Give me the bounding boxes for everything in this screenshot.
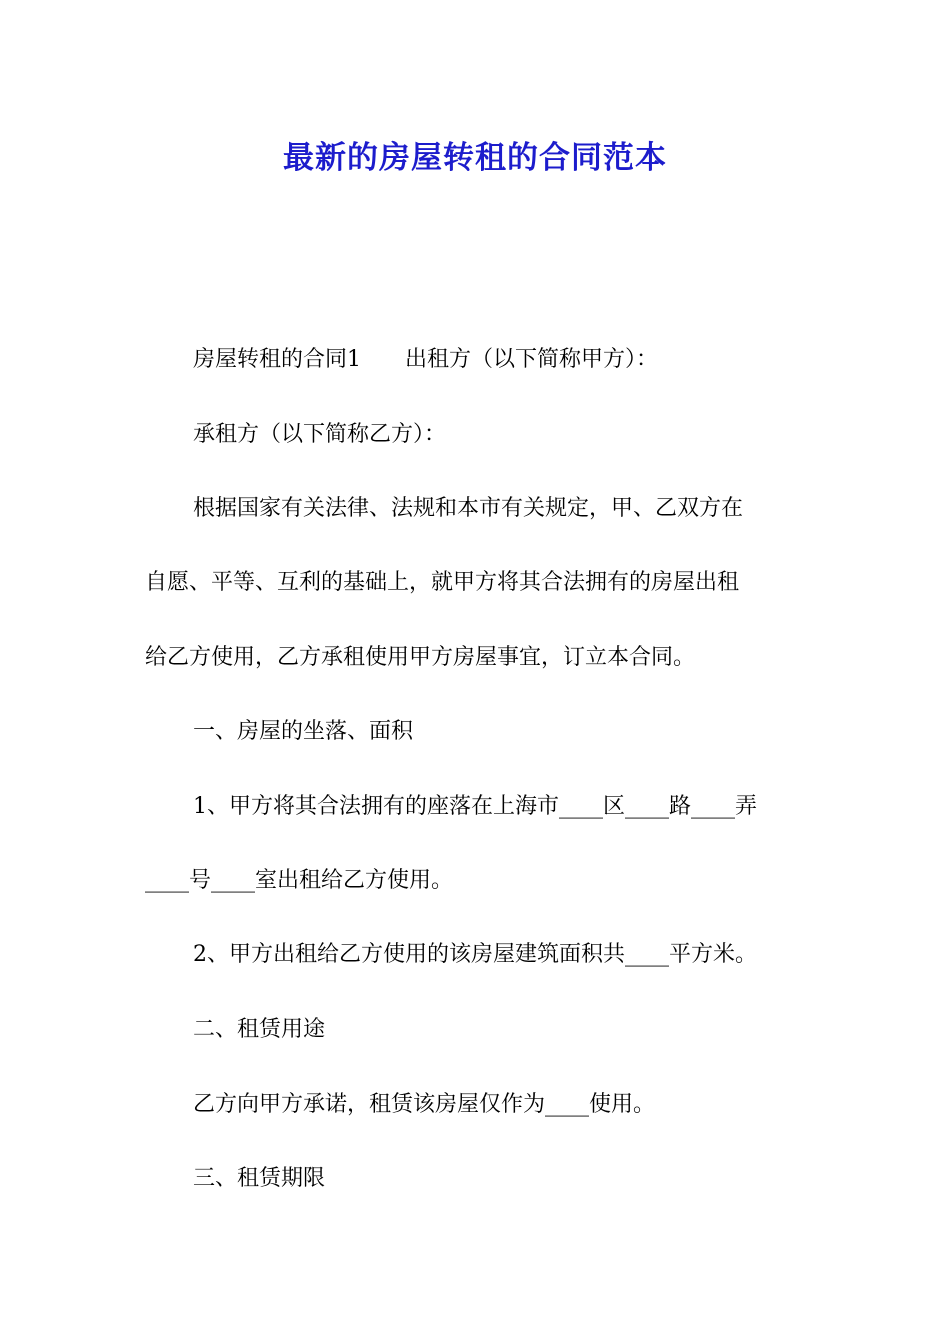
clause-2: 2、甲方出租给乙方使用的该房屋建筑面积共____平方米。 xyxy=(193,942,757,967)
paragraph-preamble-line-1: 根据国家有关法律、法规和本市有关规定，甲、乙双方在 xyxy=(193,496,744,521)
section-heading-term: 三、租赁期限 xyxy=(193,1166,326,1191)
document-title: 最新的房屋转租的合同范本 xyxy=(283,140,667,176)
paragraph-purpose: 乙方向甲方承诺，租赁该房屋仅作为____使用。 xyxy=(193,1092,656,1117)
paragraph-lessee: 承租方（以下简称乙方）： xyxy=(193,422,447,447)
clause-1-line-1: 1、甲方将其合法拥有的座落在上海市____区____路____弄 xyxy=(193,794,757,819)
paragraph-preamble-line-2: 自愿、平等、互利的基础上，就甲方将其合法拥有的房屋出租 xyxy=(145,570,740,595)
section-heading-purpose: 二、租赁用途 xyxy=(193,1017,326,1042)
section-heading-location: 一、房屋的坐落、面积 xyxy=(193,719,414,744)
paragraph-preamble-line-3: 给乙方使用，乙方承租使用甲方房屋事宜，订立本合同。 xyxy=(145,645,696,670)
paragraph-contract-header: 房屋转租的合同1 出租方（以下简称甲方）： xyxy=(193,347,658,372)
clause-1-line-2: ____号____室出租给乙方使用。 xyxy=(145,868,454,893)
